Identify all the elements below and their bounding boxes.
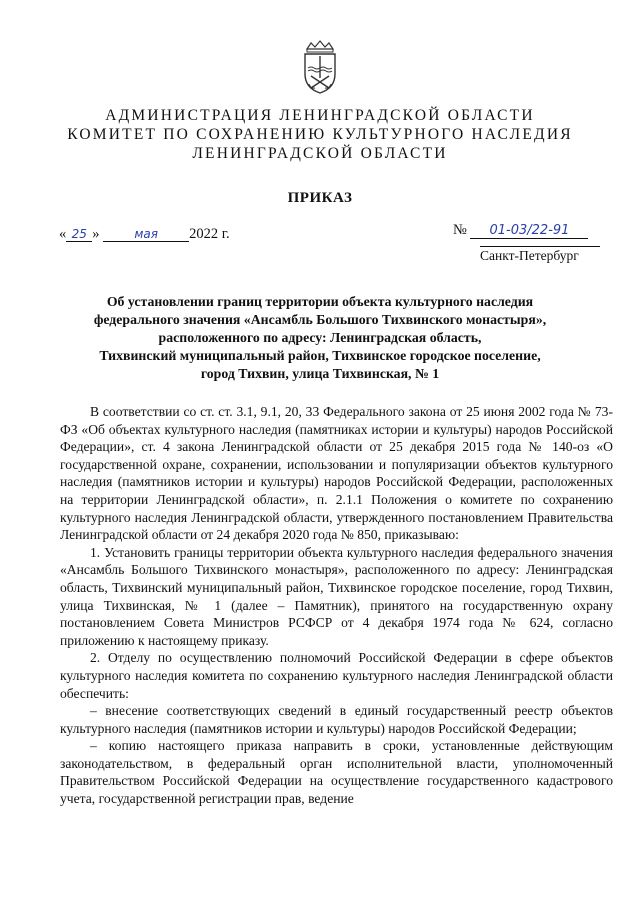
number-value: 01-03/22-91	[470, 223, 588, 239]
number-prefix: №	[453, 222, 467, 238]
coat-of-arms-icon	[301, 40, 339, 94]
body-paragraph: 1. Установить границы территории объекта культурного наследия федерального значения «Ансамбль Большого Тихвинского монастыря», расположенного по адресу: Ленинградская область, Тихвинский муниципальный район, Тихвинское городское поселение, город Тихвин, улица Тихвинская, № 1 (далее – Памятник), принятого на государственную охрану постановлением Совета Министров РСФСР от 4 декабря 1974 года № 624, согласно приложению к настоящему приказу.	[60, 544, 613, 648]
body-paragraph: В соответствии со ст. ст. 3.1, 9.1, 20, 33 Федерального закона от 25 июня 2002 года № 73-ФЗ «Об объектах культурного наследия (памятниках истории и культуры) народов Российской Федерации», ст. 4 закона Ленинградской области от 25 декабря 2015 года № 140-оз «О государственной охране, сохранении, использовании и популяризации объектов культурного наследия (памятников истории и культуры) народов Российской Федерации, расположенных на территории Ленинградской области», п. 2.1.1 Положения о комитете по сохранению культурного наследия Ленинградской области, утвержденного постановлением Правительства Ленинградской области от 24 декабря 2020 года № 850, приказываю:	[60, 404, 613, 543]
body-paragraph: – внесение соответствующих сведений в единый государственный реестр объектов культурного наследия (памятников истории и культуры) народов Российской Федерации;	[60, 703, 613, 736]
date-open-quote: «	[59, 226, 67, 242]
header-line-1: АДМИНИСТРАЦИЯ ЛЕНИНГРАДСКОЙ ОБЛАСТИ	[105, 107, 535, 124]
document-type-title: ПРИКАЗ	[287, 190, 353, 206]
header-line-3: ЛЕНИНГРАДСКОЙ ОБЛАСТИ	[192, 145, 448, 162]
date-day: 25	[66, 227, 92, 242]
subject-line: федерального значения «Ансамбль Большого Тихвинского монастыря»,	[93, 312, 547, 327]
subject-line: Об установлении границ территории объекта культурного наследия	[106, 294, 534, 309]
order-subject	[60, 293, 580, 383]
subject-line: Тихвинский муниципальный район, Тихвинское городское поселение,	[99, 348, 541, 363]
order-date	[59, 226, 230, 243]
date-month: мая	[103, 227, 189, 242]
order-number	[453, 222, 588, 239]
header-line-2: КОМИТЕТ ПО СОХРАНЕНИЮ КУЛЬТУРНОГО НАСЛЕДИЯ	[67, 126, 573, 143]
city-name: Санкт-Петербург	[480, 246, 600, 264]
subject-line: расположенного по адресу: Ленинградская область,	[158, 330, 482, 345]
body-paragraph: – копию настоящего приказа направить в сроки, установленные действующим законодательством, в федеральный орган исполнительной власти, уполномоченный Правительством Российской Федерации на осуществление государственного кадастрового учета, государственной регистрации прав, ведение	[60, 738, 613, 807]
body-paragraph: 2. Отделу по осуществлению полномочий Российской Федерации в сфере объектов культурного наследия комитета по сохранению культурного наследия Ленинградской области обеспечить:	[60, 650, 613, 701]
order-body	[60, 403, 613, 808]
subject-line: город Тихвин, улица Тихвинская, № 1	[200, 366, 440, 381]
date-year: 2022 г.	[189, 226, 230, 242]
date-close-quote: »	[92, 226, 100, 242]
